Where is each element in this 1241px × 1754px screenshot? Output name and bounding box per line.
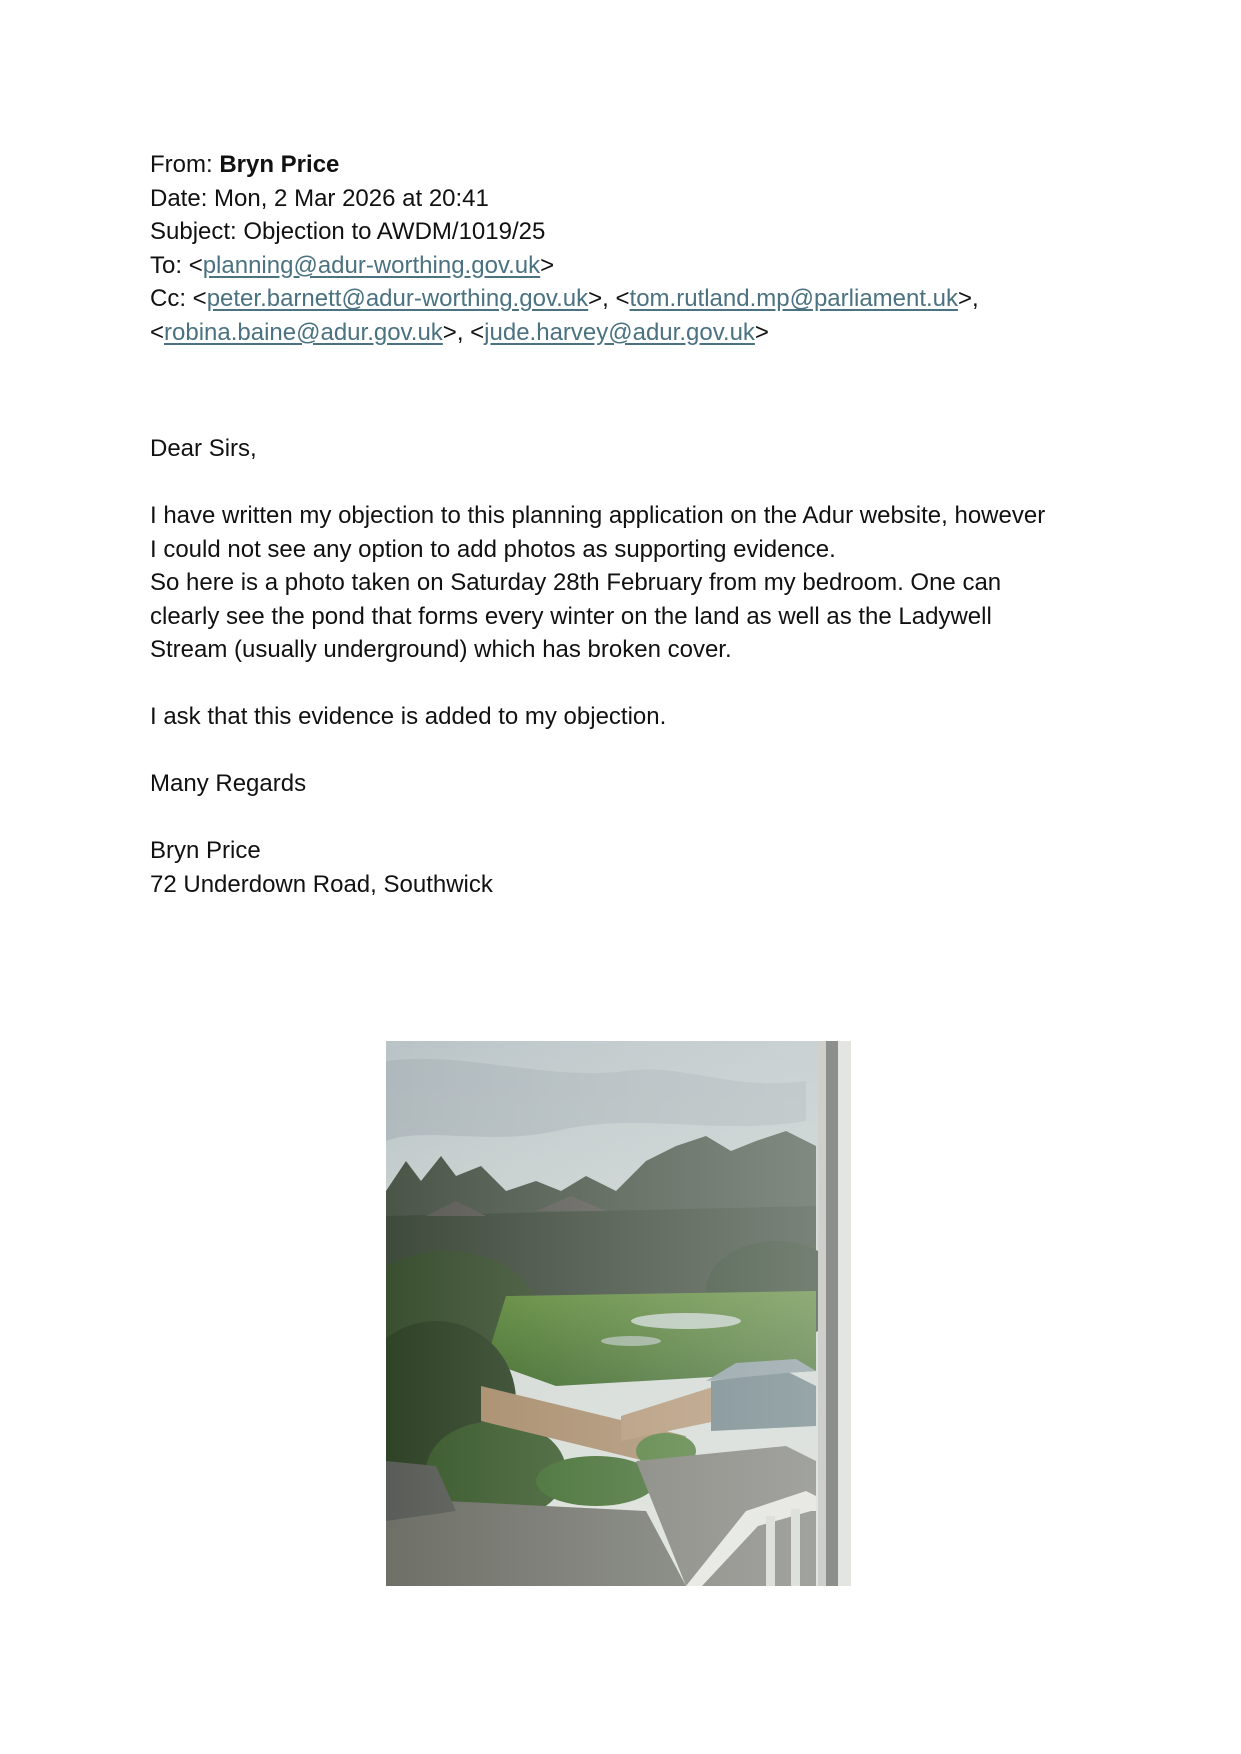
to-label: To: (150, 251, 189, 279)
date-label: Date: (150, 184, 215, 212)
date-line (150, 182, 1110, 216)
closing: Many Regards (150, 770, 307, 797)
date-value: Mon, 2 Mar 2026 at 20:41 (214, 184, 489, 212)
subject-value: Objection to AWDM/1019/25 (243, 218, 546, 245)
signature-name: Bryn Price (150, 837, 261, 864)
from-name: Bryn Price (219, 151, 340, 178)
body-text-line: I ask that this evidence is added to my objection. (150, 703, 667, 730)
garden-pond-photo (386, 1041, 851, 1586)
to-line: To: <planning@adur-worthing.gov.uk> (150, 251, 555, 279)
body-text-line: So here is a photo taken on Saturday 28th February from my bedroom. One can (150, 569, 1002, 596)
evidence-photo (386, 1041, 851, 1586)
from-label: From: (150, 151, 220, 178)
signature-address: 72 Underdown Road, Southwick (150, 870, 493, 898)
email-document (150, 148, 1110, 901)
subject-label: Subject: (150, 218, 244, 245)
to-email-link[interactable]: planning@adur-worthing.gov.uk (202, 251, 541, 279)
cc-email-link[interactable]: jude.harvey@adur.gov.uk (484, 318, 755, 346)
cc-email-link[interactable]: robina.baine@adur.gov.uk (164, 318, 443, 346)
cc-email-link[interactable]: tom.rutland.mp@parliament.uk (629, 285, 959, 312)
body-text-line: I have written my objection to this planning application on the Adur website, however (150, 502, 1046, 529)
subject-line (150, 215, 1110, 249)
cc-email-link[interactable]: peter.barnett@adur-worthing.gov.uk (206, 285, 589, 312)
from-line (150, 148, 1110, 182)
body-text-line: Stream (usually underground) which has broken cover. (150, 636, 732, 663)
greeting: Dear Sirs, (150, 435, 257, 462)
cc-label: Cc: (150, 285, 193, 312)
body-text-line: clearly see the pond that forms every winter on the land as well as the Ladywell (150, 602, 992, 630)
cc-line: Cc: <peter.barnett@adur-worthing.gov.uk>, <tom.rutland.mp@parliament.uk>, (150, 285, 979, 312)
cc-line-continued: <robina.baine@adur.gov.uk>, <jude.harvey@adur.gov.uk> (150, 318, 769, 346)
body-text-line: I could not see any option to add photos as supporting evidence. (150, 535, 836, 563)
